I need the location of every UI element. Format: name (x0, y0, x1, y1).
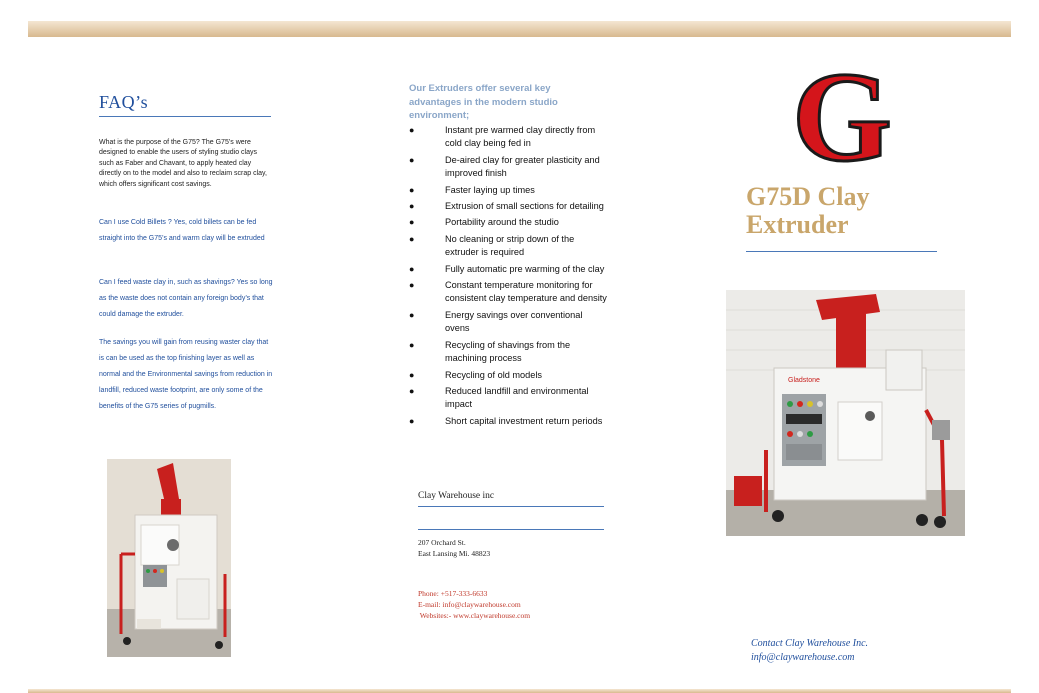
advantage-item (409, 339, 609, 366)
advantage-text: Portability around the studio (445, 217, 559, 228)
advantage-item (409, 154, 609, 181)
advantage-item (409, 200, 609, 213)
advantage-item (409, 216, 609, 229)
bullet-icon: ● (409, 217, 415, 228)
company-divider-top (418, 506, 604, 507)
advantage-item (409, 385, 609, 412)
bullet-icon: ● (409, 184, 415, 195)
advantage-item (409, 279, 609, 306)
product-title-line1: G75D Clay (746, 182, 870, 211)
company-divider-bottom (418, 529, 604, 530)
email-link[interactable]: E-mail: info@claywarehouse.com (418, 600, 521, 609)
title-divider (746, 251, 937, 252)
phone-text: Phone: +517-333-6633 (418, 589, 488, 598)
advantage-text: Short capital investment return periods (445, 415, 603, 426)
website-link[interactable]: Websites:- www.claywarehouse.com (418, 611, 531, 620)
advantage-text: Recycling of shavings from the machining process (445, 339, 571, 364)
advantage-text: Faster laying up times (445, 184, 535, 195)
contact-block (751, 637, 868, 665)
bullet-icon: ● (409, 339, 415, 350)
gladstone-logo (788, 58, 896, 170)
faq-intro: What is the purpose of the G75? The G75’s were designed to enable the users of styling studio clays such as Faber and Chavant, to apply heated clay directly on to the model and also to reclaim scrap clay, which offers significant cost savings. (99, 139, 267, 188)
contact-company: Contact Clay Warehouse Inc. (751, 638, 869, 649)
bullet-icon: ● (409, 280, 415, 291)
bottom-decorative-bar (28, 689, 1011, 693)
bullet-icon: ● (409, 369, 415, 380)
advantages-heading: Our Extruders offer several key advantages in the modern studio environment; (409, 83, 558, 121)
advantage-text: No cleaning or strip down of the extruder is required (445, 233, 575, 258)
bullet-icon: ● (409, 263, 415, 274)
bullet-icon: ● (409, 415, 415, 426)
company-name: Clay Warehouse inc (418, 491, 495, 501)
extruder-photo-front (726, 290, 965, 536)
advantage-text: De-aired clay for greater plasticity and improved finish (445, 154, 600, 179)
advantage-text: Recycling of old models (445, 369, 543, 380)
bullet-icon: ● (409, 309, 415, 320)
address-line1: 207 Orchard St. (418, 538, 466, 547)
advantage-item (409, 263, 609, 276)
bullet-icon: ● (409, 154, 415, 165)
advantage-text: Fully automatic pre warming of the clay (445, 263, 605, 274)
faq-title: FAQ’s (99, 92, 149, 112)
advantages-list (409, 124, 609, 431)
product-title-line2: Extruder (746, 210, 849, 239)
bullet-icon: ● (409, 385, 415, 396)
advantage-item (409, 233, 609, 260)
advantage-item (409, 309, 609, 336)
top-decorative-bar (28, 21, 1011, 37)
bullet-icon: ● (409, 233, 415, 244)
advantage-text: Constant temperature monitoring for consistent clay temperature and density (445, 280, 607, 304)
faq-savings: The savings you will gain from reusing waster clay that is can be used as the top finishing layer as well as normal and the Environmental savings from reduction in landfill, reduced waste footprint, are only some of the benefits of the G75 series of pugmills. (99, 339, 273, 410)
advantage-item (409, 124, 609, 151)
faq-cold-billets: Can I use Cold Billets ? Yes, cold billets can be fed straight into the G75’s and warm clay will be extruded (99, 219, 265, 242)
company-contact (418, 588, 530, 621)
contact-email-link[interactable]: info@claywarehouse.com (751, 652, 855, 663)
advantage-item (409, 369, 609, 382)
extruder-photo-side (107, 459, 231, 657)
product-title (746, 183, 870, 239)
company-address (418, 537, 490, 559)
advantage-text: Extrusion of small sections for detailing (445, 201, 604, 212)
bullet-icon: ● (409, 125, 415, 135)
address-line2: East Lansing Mi. 48823 (418, 549, 491, 558)
advantage-text: Energy savings over conventional ovens (445, 309, 583, 334)
logo-letter: G (792, 58, 892, 170)
advantage-item (409, 184, 609, 197)
machine-brand-label: Gladstone (788, 377, 820, 384)
bullet-icon: ● (409, 201, 415, 212)
advantage-text: Instant pre warmed clay directly from cold clay being fed in (445, 125, 596, 149)
advantage-text: Reduced landfill and environmental impact (445, 385, 589, 410)
faq-divider (99, 116, 271, 117)
advantage-item (409, 415, 609, 428)
faq-waste-clay: Can I feed waste clay in, such as shavings? Yes so long as the waste does not contain any foreign body’s that could damage the extruder. (99, 279, 273, 318)
